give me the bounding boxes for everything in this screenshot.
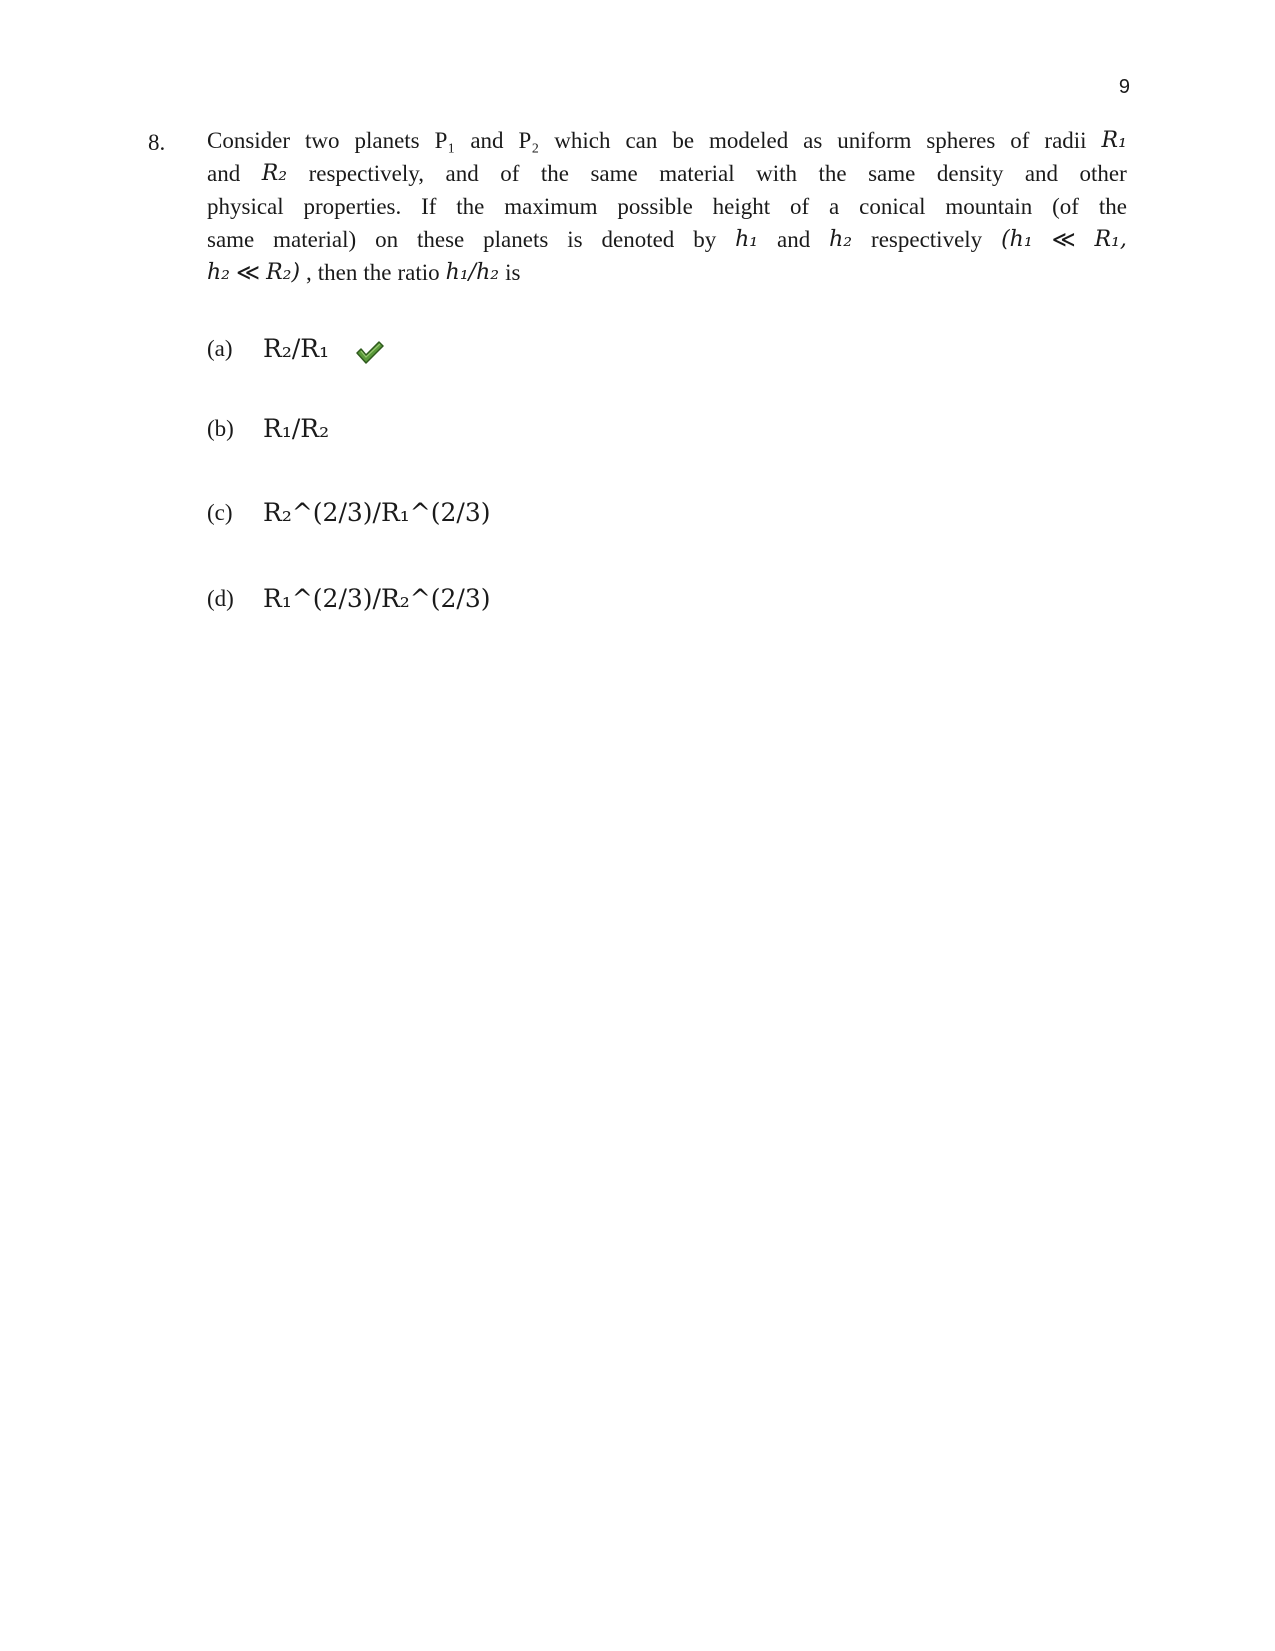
question-word: radii <box>1044 128 1087 153</box>
question-word: the <box>818 161 847 186</box>
question-word: of <box>790 194 810 219</box>
question-word: and <box>777 227 811 252</box>
question-word: the <box>363 260 392 285</box>
question-word: same <box>207 227 255 252</box>
option-b[interactable] <box>207 414 329 443</box>
question-word: planets <box>483 227 549 252</box>
option-label: (d) <box>207 585 234 611</box>
question-word: on <box>375 227 399 252</box>
question-line-1 <box>207 124 1127 157</box>
option-value: R₁^(2/3)/R₂^(2/3) <box>263 584 491 613</box>
question-word: Consider <box>207 128 291 153</box>
question-word: as <box>803 128 823 153</box>
question-word: density <box>936 161 1004 186</box>
check-icon <box>355 340 385 366</box>
question-word: material <box>659 161 735 186</box>
question-word: two <box>305 128 340 153</box>
question-word: respectively, <box>308 161 424 186</box>
question-word: with <box>756 161 797 186</box>
question-word: the <box>540 161 569 186</box>
question-word: other <box>1079 161 1127 186</box>
question-word: properties. <box>303 194 402 219</box>
math-symbol: h₂ <box>207 260 230 285</box>
question-word: same <box>590 161 638 186</box>
math-operator: ≪ <box>1051 227 1076 252</box>
question-line-5 <box>207 256 1127 289</box>
question-word: denoted <box>601 227 675 252</box>
question-word: be <box>672 128 695 153</box>
question-word: ratio <box>397 260 440 285</box>
question-word: material) <box>273 227 357 252</box>
question-word: and <box>207 161 241 186</box>
math-symbol: R₁, <box>1094 227 1127 252</box>
question-word: possible <box>617 194 693 219</box>
question-word: the <box>1098 194 1127 219</box>
option-label: (b) <box>207 415 234 441</box>
question-word: height <box>712 194 771 219</box>
question-word: a <box>829 194 840 219</box>
math-symbol: R₁ <box>1101 128 1127 153</box>
question-word: can <box>625 128 658 153</box>
question-word: P₂ <box>518 128 540 153</box>
question-word: modeled <box>709 128 789 153</box>
question-word: by <box>693 227 717 252</box>
question-word: these <box>417 227 465 252</box>
option-value: R₂/R₁ <box>263 334 330 363</box>
question-word: planets <box>354 128 420 153</box>
question-word: and <box>470 128 504 153</box>
question-word: spheres <box>926 128 996 153</box>
option-d[interactable] <box>207 584 491 613</box>
question-word: conical <box>859 194 926 219</box>
question-word: mountain <box>945 194 1033 219</box>
question-word: is <box>505 260 521 285</box>
question-word: (of <box>1052 194 1079 219</box>
option-value: R₁/R₂ <box>263 414 330 443</box>
question-word: If <box>421 194 437 219</box>
question-word: of <box>500 161 520 186</box>
math-symbol: R₂ <box>261 161 288 186</box>
math-symbol: R₂) <box>266 260 301 285</box>
math-symbol: h₂ <box>829 227 853 252</box>
option-value: R₂^(2/3)/R₁^(2/3) <box>263 498 491 527</box>
option-label: (a) <box>207 335 233 361</box>
math-operator: ≪ <box>236 260 261 285</box>
question-line-4 <box>207 223 1127 256</box>
question-word: physical <box>207 194 284 219</box>
math-symbol: h₁ <box>735 227 759 252</box>
question-word: P₁ <box>434 128 456 153</box>
question-number: 8. <box>148 130 166 155</box>
question-word: , <box>306 260 312 285</box>
question-word: the <box>456 194 485 219</box>
math-symbol: (h₁ <box>1001 227 1033 252</box>
question-word: same <box>868 161 916 186</box>
page-number: 9 <box>1118 76 1130 98</box>
question-word: is <box>567 227 583 252</box>
question-word: and <box>445 161 479 186</box>
question-word: respectively <box>871 227 983 252</box>
option-a[interactable] <box>207 334 385 363</box>
option-label: (c) <box>207 499 233 525</box>
question-word: uniform <box>837 128 912 153</box>
question-line-2 <box>207 157 1127 190</box>
question-line-3 <box>207 190 1127 223</box>
question-word: which <box>554 128 611 153</box>
question-word: maximum <box>504 194 598 219</box>
option-c[interactable] <box>207 498 491 527</box>
question-word: of <box>1010 128 1030 153</box>
question-word: and <box>1024 161 1059 186</box>
math-symbol: h₁/h₂ <box>445 260 500 285</box>
question-word: then <box>317 260 358 285</box>
question-text <box>207 124 1127 289</box>
